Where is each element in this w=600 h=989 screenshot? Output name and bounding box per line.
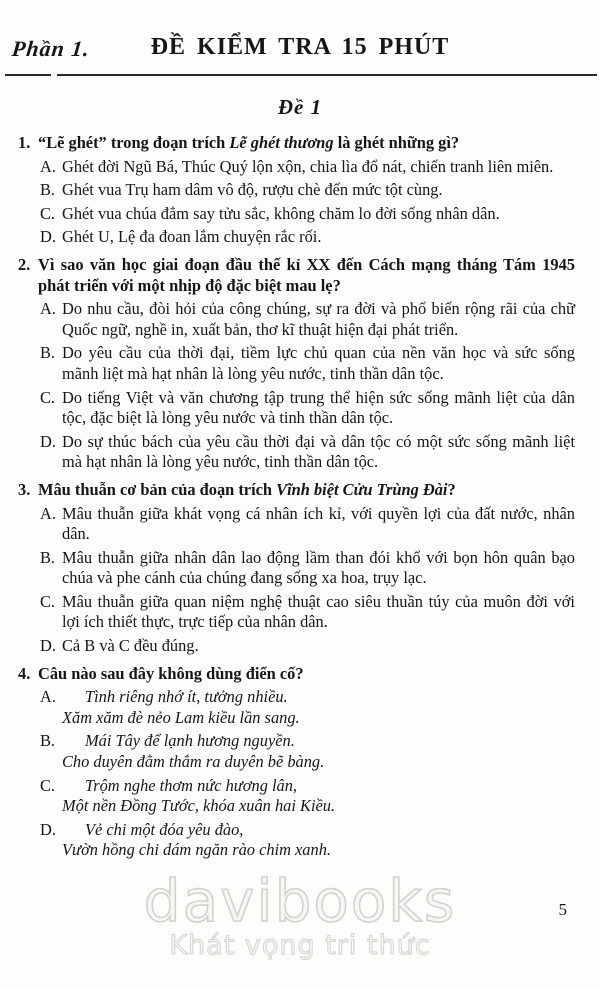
- verse-line: Xăm xăm đè nẻo Lam kiều lần sang.: [62, 707, 300, 727]
- question-title-part: Câu nào sau đây không dùng điển cố?: [38, 663, 304, 683]
- question-number: 4.: [18, 663, 31, 683]
- option-row: [40, 299, 575, 340]
- option-row: [40, 687, 575, 728]
- option-text: Do sự thúc bách của yêu cầu thời đại và dân tộc có một sức sống mãnh liệt mà hạt nhân là lòng yêu nước, tinh thần dân tộc.: [62, 431, 575, 472]
- header-rule-short: [5, 74, 51, 76]
- option-row: [40, 636, 575, 657]
- option-row: [40, 180, 575, 201]
- question-title-part: là ghét những gì?: [333, 133, 460, 152]
- verse-line: Một nền Đồng Tước, khóa xuân hai Kiều.: [62, 796, 336, 816]
- question: [18, 664, 575, 861]
- option-letter: C.: [40, 775, 56, 795]
- option-row: [40, 504, 575, 545]
- page-title: ĐỀ KIỂM TRA 15 PHÚT: [150, 34, 450, 60]
- question-heading: [18, 480, 575, 501]
- option-letter: A.: [40, 299, 56, 319]
- question-heading: [18, 664, 575, 685]
- option-letter: A.: [40, 156, 56, 176]
- option-row: [40, 388, 575, 429]
- option-letter: B.: [40, 343, 56, 363]
- header-rule-long: [57, 74, 597, 76]
- option-text: Mâu thuẫn giữa nhân dân lao động lầm than đói khổ với bọn hôn quân bạo chúa và phe cánh của chúng đang sống xa hoa, trụy lạc.: [62, 547, 575, 588]
- verse-line: Vẻ chi một đóa yêu đào,: [85, 819, 244, 839]
- option-letter: D.: [40, 431, 56, 451]
- section-label: Phần 1.: [10, 36, 92, 61]
- option-text: Ghét vua chúa đắm say tửu sắc, không chăm lo đời sống nhân dân.: [62, 203, 500, 223]
- option-text: Do nhu cầu, đòi hỏi của công chúng, sự ra đời và phổ biến rộng rãi của chữ Quốc ngữ, nghề in, xuất bản, thơ kĩ thuật hiện đại phát triển.: [62, 299, 575, 339]
- option-verse: [62, 687, 575, 728]
- option-text: Do tiếng Việt và văn chương tập trung thể hiện sức sống mãnh liệt của dân tộc, đặc biệt là lòng yêu nước và tinh thần dân tộc.: [62, 387, 575, 428]
- verse-line: Trộm nghe thơm nức hương lân,: [85, 775, 298, 795]
- option-verse: [62, 820, 575, 861]
- test-subtitle: Đề 1: [277, 95, 323, 119]
- option-row: [40, 820, 575, 861]
- option-text: Ghét U, Lệ đa đoan lắm chuyện rắc rối.: [62, 227, 322, 247]
- option-row: [40, 227, 575, 248]
- option-letter: B.: [40, 180, 56, 200]
- verse-line: Cho duyên đằm thắm ra duyên bẽ bàng.: [62, 752, 325, 772]
- question: [18, 480, 575, 657]
- option-letter: A.: [40, 503, 56, 523]
- option-row: [40, 776, 575, 817]
- question: [18, 133, 575, 248]
- questions: [18, 133, 575, 861]
- question-title: [38, 480, 575, 501]
- watermark: [0, 867, 600, 961]
- question-heading: [18, 255, 575, 296]
- option-letter: C.: [40, 203, 56, 223]
- question-title-part: Vĩnh biệt Cửu Trùng Đài: [276, 479, 448, 499]
- option-verse: [62, 776, 575, 817]
- option-text: Do yêu cầu của thời đại, tiềm lực chủ quan của nền văn học và sức sống mãnh liệt mà hạt nhân là lòng yêu nước, tinh thần dân tộc.: [62, 343, 575, 383]
- question-title-part: Lẽ ghét thương: [229, 133, 334, 152]
- question-title: [38, 255, 575, 296]
- option-text: Ghét đời Ngũ Bá, Thúc Quý lộn xộn, chia lìa đổ nát, chiến tranh liên miên.: [62, 156, 554, 176]
- watermark-logo-text: davibooks: [143, 867, 457, 935]
- option-row: [40, 432, 575, 473]
- option-letter: D.: [40, 227, 56, 247]
- option-row: [40, 343, 575, 384]
- option-letter: C.: [40, 387, 56, 407]
- option-letter: B.: [40, 731, 56, 751]
- option-letter: D.: [40, 636, 56, 656]
- verse-line: Vườn hồng chi dám ngăn rào chim xanh.: [62, 840, 331, 860]
- option-row: [40, 592, 575, 633]
- option-letter: D.: [40, 819, 56, 839]
- question-title: [38, 664, 575, 685]
- question-title: [38, 133, 575, 154]
- option-letter: C.: [40, 591, 56, 611]
- option-text: Mâu thuẫn giữa quan niệm nghệ thuật cao siêu thuần túy của muôn đời với lợi ích thiết thực, trực tiếp của nhân dân.: [62, 591, 575, 632]
- verse-line: Mái Tây để lạnh hương nguyền.: [85, 731, 295, 751]
- question-number: 3.: [18, 479, 31, 499]
- page-number: 5: [558, 900, 567, 919]
- option-row: [40, 731, 575, 772]
- question-number: 1.: [18, 133, 31, 152]
- option-verse: [62, 731, 575, 772]
- question-title-part: “Lẽ ghét” trong đoạn trích: [38, 133, 230, 152]
- question-heading: [18, 133, 575, 154]
- option-letter: A.: [40, 687, 56, 707]
- option-letter: B.: [40, 547, 56, 567]
- question-title-part: ?: [447, 479, 456, 499]
- question: [18, 255, 575, 473]
- option-row: [40, 548, 575, 589]
- watermark-tagline: Khát vọng tri thức: [169, 930, 431, 961]
- option-text: Mâu thuẫn giữa khát vọng cá nhân ích kỉ, với quyền lợi của đất nước, nhân dân.: [62, 503, 575, 544]
- option-row: [40, 204, 575, 225]
- question-title-part: Mâu thuẫn cơ bản của đoạn trích: [38, 479, 277, 499]
- option-text: Ghét vua Trụ ham dâm vô độ, rượu chè đến mức tột cùng.: [62, 180, 443, 200]
- question-number: 2.: [18, 254, 31, 274]
- option-row: [40, 157, 575, 178]
- verse-line: Tình riêng nhớ ít, tưởng nhiều.: [85, 687, 288, 707]
- option-text: Cả B và C đều đúng.: [62, 636, 199, 656]
- question-title-part: Vì sao văn học giai đoạn đầu thế kỉ XX đến Cách mạng tháng Tám 1945 phát triển với một nhịp độ đặc biệt mau lẹ?: [38, 254, 575, 295]
